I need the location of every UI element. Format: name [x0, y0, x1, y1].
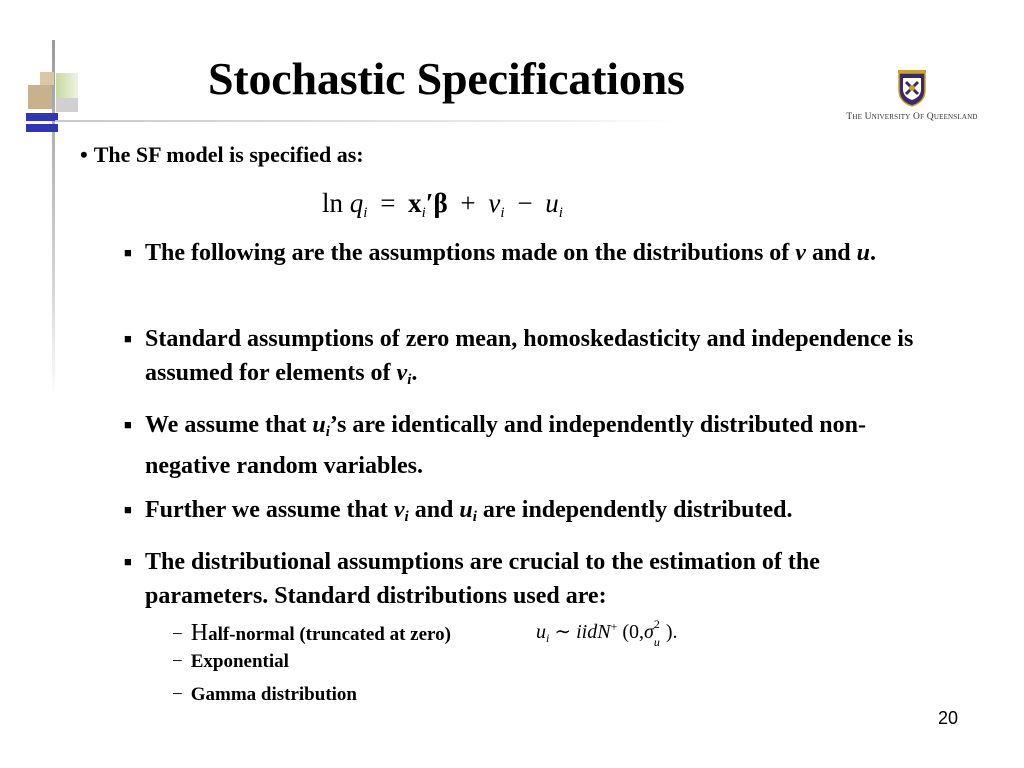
item-label: Gamma distribution	[190, 684, 357, 705]
eq-u: u	[545, 188, 559, 218]
ornament-bar	[26, 124, 58, 132]
university-logo	[836, 70, 988, 122]
item-first-letter: H	[190, 620, 209, 646]
hf-sigma-indices	[653, 617, 666, 650]
eq-q: q	[349, 188, 364, 218]
eq-equals: =	[380, 188, 396, 218]
bullet-marker: ■	[124, 554, 132, 569]
bullet-marker: ■	[124, 417, 132, 432]
half-normal-formula	[536, 617, 678, 650]
eq-x: x	[408, 188, 422, 218]
hf-iidn: iidN	[576, 621, 611, 643]
ornament-square	[28, 85, 52, 109]
bullet-text: The following are the assumptions made on the distributions of v and u.	[145, 240, 877, 266]
distribution-item-gamma	[172, 684, 357, 706]
bullet-marker: ■	[124, 245, 132, 260]
hf-u: u	[536, 621, 546, 643]
ornament-bar	[26, 113, 58, 121]
ornament-vertical-line	[52, 40, 55, 400]
assumption-bullet	[124, 408, 924, 483]
bullet-text: The distributional assumptions are crucial to the estimation of the parameters. Standard distributions used are:	[145, 549, 820, 609]
sf-model-equation	[322, 188, 563, 222]
ornament-square	[40, 72, 54, 85]
bullet-marker: ■	[124, 331, 132, 346]
page-number: 20	[938, 708, 959, 728]
bullet-text: Standard assumptions of zero mean, homoskedasticity and independence is assumed for elements of $v_i$.	[145, 326, 914, 388]
hf-tilde: ∼	[554, 621, 572, 643]
distribution-item-half-normal	[172, 620, 451, 647]
logo-text: The University Of Queensland	[846, 112, 978, 122]
assumption-bullet	[124, 493, 924, 534]
eq-plus: +	[460, 188, 476, 218]
hf-open: (0,	[622, 621, 645, 643]
eq-sub-i: i	[500, 205, 505, 221]
eq-v: v	[488, 188, 501, 218]
bullet-dot: •	[80, 142, 88, 167]
eq-sub-i: i	[421, 205, 426, 221]
bullet-text: We assume that $u_i’s$ are identically and independently distributed non-negative random variables.	[145, 412, 866, 479]
eq-beta: β	[433, 188, 448, 218]
item-label: alf-normal (truncated at zero)	[208, 624, 451, 645]
intro-label: The SF model is specified as:	[93, 142, 364, 167]
intro-text	[80, 142, 364, 168]
slide-title: Stochastic Specifications	[208, 53, 685, 104]
distribution-item-exponential	[172, 651, 289, 673]
assumption-bullet	[124, 545, 924, 613]
hf-sub-u: u	[653, 635, 660, 650]
hf-sigma: σ	[644, 621, 654, 643]
hf-sq: 2	[653, 617, 660, 632]
assumption-bullet	[124, 322, 924, 397]
uq-crest-icon	[897, 70, 927, 108]
bullet-text: Further we assume that $v_i$ and $u_i$ are independently distributed.	[145, 497, 793, 525]
dash-marker: −	[172, 624, 183, 645]
eq-sub-i: i	[558, 205, 563, 221]
bullet-marker: ■	[124, 502, 132, 517]
ornament-square	[56, 98, 78, 112]
eq-prime: ′	[425, 188, 434, 218]
dash-marker: −	[172, 651, 183, 672]
assumption-bullet	[124, 236, 924, 270]
eq-sub-i: i	[363, 205, 368, 221]
dash-marker: −	[172, 684, 183, 705]
item-label: Exponential	[190, 651, 289, 672]
eq-minus: −	[517, 188, 533, 218]
hf-close: ).	[665, 621, 678, 643]
title-underline	[55, 120, 675, 122]
eq-ln: ln	[322, 188, 344, 218]
hf-plus: +	[610, 619, 618, 634]
hf-sub-i: i	[546, 631, 550, 645]
